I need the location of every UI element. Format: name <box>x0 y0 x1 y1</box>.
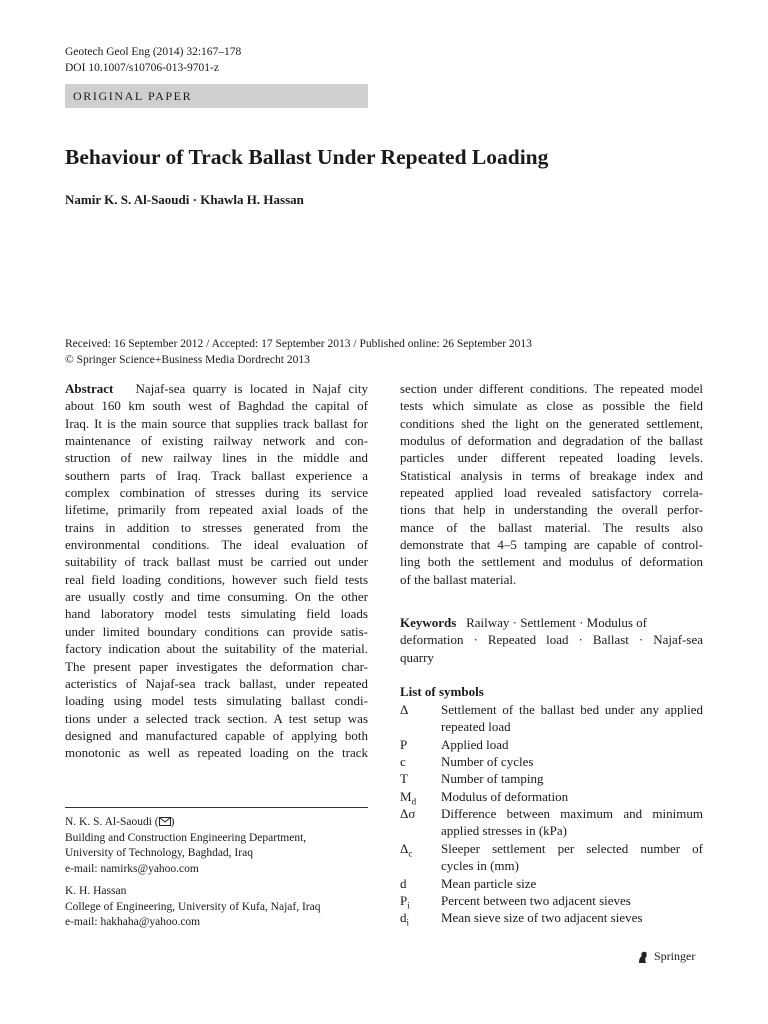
springer-horse-icon <box>636 950 650 964</box>
journal-citation <box>65 44 241 76</box>
paper-type-band <box>65 84 368 108</box>
abstract-line: monotonic as well as repeated loading on the track <box>65 745 368 761</box>
abstract-line: real field loading conditions, however such field tests <box>65 571 368 587</box>
dates-line: Received: 16 September 2012 / Accepted: 17 September 2013 / Published online: 26 September 2013 <box>65 338 532 350</box>
symbol-definition: Number of tamping <box>441 771 544 786</box>
abstract-line: of the ballast material. <box>400 571 517 587</box>
symbol-definition: Mean particle size <box>441 876 537 891</box>
keywords-block <box>400 614 703 666</box>
symbol-definition: Number of cycles <box>441 754 534 769</box>
abstract-line: lifetime, primarily from repeated axial loads of the <box>65 502 368 518</box>
abstract-line: mance of the ballast material. The results also <box>400 519 703 535</box>
symbol-definition: Percent between two adjacent sieves <box>441 893 631 908</box>
abstract-line: hand laboratory model tests simulating field loads <box>65 606 368 622</box>
abstract-line: tions that help in understanding the overall perfor- <box>400 502 703 518</box>
abstract-line: suitability of track ballast must be carried out under <box>65 554 368 570</box>
copyright-line: © Springer Science+Business Media Dordrecht 2013 <box>65 354 310 366</box>
affiliation-email[interactable]: e-mail: hakhaha@yahoo.com <box>65 916 201 928</box>
paper-title: Behaviour of Track Ballast Under Repeated Loading <box>65 145 549 169</box>
abstract-line: section under different conditions. The repeated model <box>400 381 703 396</box>
abstract-line: acteristics of Najaf-sea track ballast, under repeated <box>65 675 368 691</box>
abstract-line: conditions shed the light on the generated settlement, <box>400 415 703 431</box>
abstract-line: environmental conditions. The ideal evaluation of <box>65 537 368 553</box>
abstract-line: designed and manufactured capable of applying both <box>65 727 368 743</box>
abstract-line: demonstrate that 4–5 tamping are capable of control- <box>400 537 703 553</box>
symbol: Δ <box>400 702 409 717</box>
symbol-definition: Mean sieve size of two adjacent sieves <box>441 910 643 925</box>
abstract-line: ling both the settlement and modulus of deformation <box>400 554 703 570</box>
symbol-definition: Sleeper settlement per selected number of cycles in (mm) <box>441 841 703 874</box>
envelope-icon <box>159 817 171 826</box>
abstract-column-right <box>400 380 703 588</box>
author-list: Namir K. S. Al-Saoudi · Khawla H. Hassan <box>65 192 304 207</box>
abstract-line: trains in addition to stresses generated from the <box>65 519 368 535</box>
abstract-line: Abstract Najaf-sea quarry is located in Najaf city <box>65 381 369 396</box>
publisher-mark <box>636 949 695 964</box>
abstract-line: maintenance of existing railway network and con- <box>65 433 368 449</box>
abstract-line: factory indication about the suitability of the material. <box>65 641 368 657</box>
symbol: c <box>400 754 406 769</box>
abstract-line: modulus of deformation and degradation of the ballast <box>400 433 703 449</box>
affiliation-univ: University of Technology, Baghdad, Iraq <box>65 847 253 859</box>
abstract-line: loading using model tests simulating ballast condi- <box>65 693 368 709</box>
abstract-line: The present paper investigates the deformation char- <box>65 658 368 674</box>
abstract-line: under limited boundary conditions can provide satis- <box>65 623 368 639</box>
footnote-divider <box>65 807 368 808</box>
keywords-line: Keywords Railway · Settlement · Modulus of <box>400 615 647 630</box>
abstract-line: Iraq. It is the main source that supplies track ballast for <box>65 415 368 431</box>
doi-line[interactable]: DOI 10.1007/s10706-013-9701-z <box>65 62 219 74</box>
symbols-heading: List of symbols <box>400 684 484 699</box>
affiliation-1 <box>65 815 306 877</box>
abstract-label: Abstract <box>65 381 114 396</box>
symbol-definition: Difference between maximum and minimum applied stresses in (kPa) <box>441 806 703 839</box>
abstract-line: southern parts of Iraq. Track ballast experience a <box>65 467 368 483</box>
symbol: $d_i$ <box>400 910 410 928</box>
abstract-line: particles under different repeated loading levels. <box>400 450 703 466</box>
symbol-definition: Applied load <box>441 737 509 752</box>
paper-type-label: ORIGINAL PAPER <box>73 89 193 103</box>
keywords-line: quarry <box>400 649 434 665</box>
symbol: d <box>400 876 407 891</box>
affiliation-name: N. K. S. Al-Saoudi ( ) <box>65 816 175 828</box>
abstract-line: struction of new railway lines in the middle and <box>65 450 368 466</box>
symbol-definition: Settlement of the ballast bed under any applied repeated load <box>441 702 703 735</box>
publisher-name: Springer <box>654 949 696 963</box>
affiliation-name: K. H. Hassan <box>65 885 127 897</box>
symbol: Δσ <box>400 806 416 821</box>
affiliation-email[interactable]: e-mail: namirks@yahoo.com <box>65 862 199 875</box>
affiliation-dept: Building and Construction Engineering Department, <box>65 831 307 844</box>
affiliation-2 <box>65 884 320 931</box>
symbol: P <box>400 737 408 752</box>
symbol: $\Delta_c$ <box>400 841 413 859</box>
abstract-line: repeated applied load revealed satisfactory correla- <box>400 485 703 501</box>
symbol-definition: Modulus of deformation <box>441 789 569 804</box>
symbol: $M_d$ <box>400 789 417 807</box>
affiliation-dept: College of Engineering, University of Kufa, Najaf, Iraq <box>65 900 321 913</box>
abstract-line: tions under a selected track section. A test setup was <box>65 710 368 726</box>
abstract-line: about 160 km south west of Baghdad the capital of <box>65 398 368 414</box>
symbol: T <box>400 771 408 786</box>
abstract-line: complex combination of stresses during its service <box>65 485 368 501</box>
keywords-line: deformation · Repeated load · Ballast · Najaf-sea <box>400 632 703 648</box>
symbol: $P_i$ <box>400 893 410 911</box>
publication-dates <box>65 336 532 368</box>
abstract-line: Statistical analysis in terms of breakage index and <box>400 467 703 483</box>
abstract-line: tests which simulate as close as possible the field <box>400 398 703 414</box>
journal-line: Geotech Geol Eng (2014) 32:167–178 <box>65 46 242 58</box>
abstract-line: are usually costly and time consuming. On the other <box>65 589 368 605</box>
keywords-label: Keywords <box>400 615 457 630</box>
abstract-column-left <box>65 380 368 762</box>
